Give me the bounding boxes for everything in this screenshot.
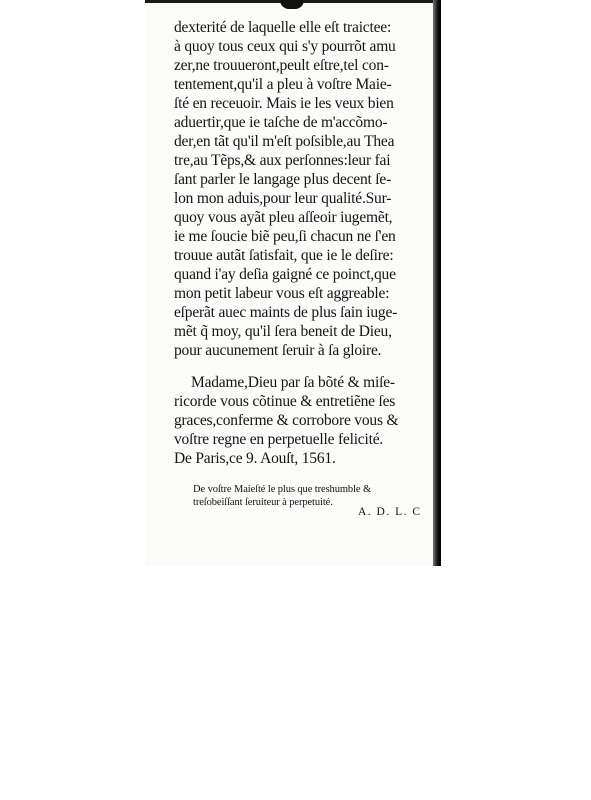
letter-body xyxy=(174,18,434,468)
text-line: quoy vous ayãt pleu aſſeoir iugemẽt, xyxy=(174,209,393,226)
text-line: ſté en receuoir. Mais ie les veux bien xyxy=(174,95,394,112)
author-initials: A. D. L. C xyxy=(358,506,422,518)
text-line: ie me ſoucie biẽ peu,ſi chacun ne ſ'en xyxy=(174,228,396,245)
text-line: pour aucunement ſeruir à ſa gloire. xyxy=(174,342,382,359)
book-page xyxy=(145,0,441,566)
text-line: der,en tãt qu'il m'eſt poſsible,au Thea xyxy=(174,133,395,150)
text-line: ricorde vous cõtinue & entretiẽne ſes xyxy=(174,393,396,410)
text-line: tre,au Tẽps,& aux perſonnes:leur fai xyxy=(174,152,391,169)
dateline: De Paris,ce 9. Aouſt, 1561. xyxy=(174,450,336,467)
text-line: trouue autãt ſatisfait, que ie le deſire: xyxy=(174,247,394,264)
paragraph-2 xyxy=(174,373,434,468)
text-line: mon petit labeur vous eſt aggreable: xyxy=(174,285,390,302)
text-line: aduertir,que ie taſche de m'accõmo- xyxy=(174,114,388,131)
text-line: à quoy tous ceux qui s'y pourrõt amu xyxy=(174,38,396,55)
paragraph-1 xyxy=(174,18,434,360)
text-line: voſtre regne en perpetuelle felicité. xyxy=(174,431,384,448)
text-line: graces,conferme & corrobore vous & xyxy=(174,412,399,429)
text-line: tentement,qu'il a pleu à voſtre Maie- xyxy=(174,76,392,93)
signature-line: De voſtre Maieſté le plus que treshumble & xyxy=(193,484,372,495)
text-line: quand i'ay deſia gaigné ce poinct,que xyxy=(174,266,396,283)
paragraph-gap xyxy=(174,360,434,373)
text-line: Madame,Dieu par ſa bõté & miſe- xyxy=(191,374,395,391)
text-line: lon mon aduis,pour leur qualité.Sur- xyxy=(174,190,392,207)
text-line: zer,ne trouueront,peult eſtre,tel con- xyxy=(174,57,389,74)
text-line: ſant parler le langage plus decent ſe- xyxy=(174,171,392,188)
page-tab-mark xyxy=(280,0,304,9)
signature-line: treſobeiſſant ſeruiteur à perpetuité. xyxy=(193,497,333,508)
text-line: dexterité de laquelle elle eſt traictee: xyxy=(174,19,392,36)
page-edge-shadow xyxy=(433,0,441,566)
text-line: mẽt q̃ moy, qu'il ſera beneit de Dieu, xyxy=(174,323,392,340)
text-line: eſperãt auec maints de plus ſain iuge- xyxy=(174,304,398,321)
